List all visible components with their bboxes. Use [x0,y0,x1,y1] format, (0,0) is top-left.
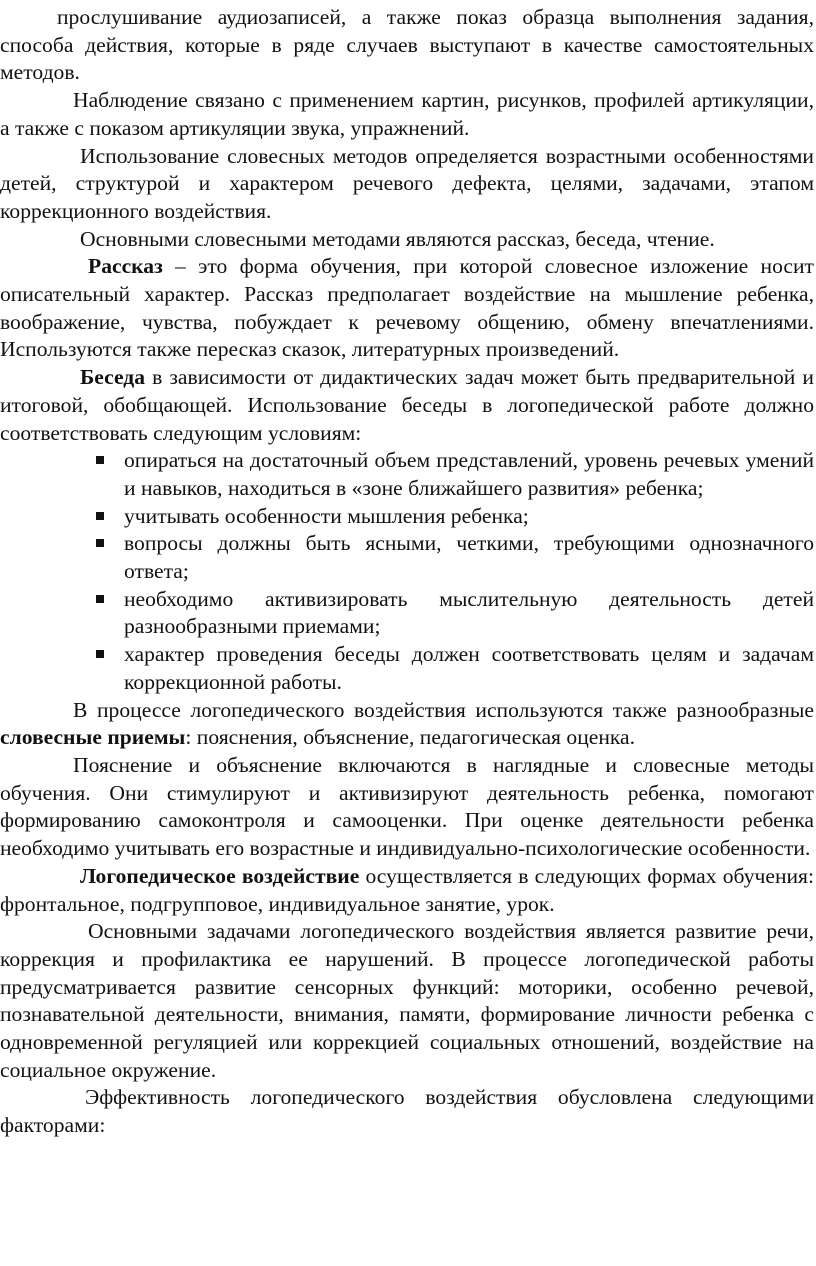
square-bullet-icon [96,512,104,520]
paragraph-verbal-techniques [0,697,814,752]
paragraph-continuation: прослушивание аудиозаписей, а также показ образца выполнения задания, способа действия, которые в ряде случаев выступают в качестве самостоятельных методов. [0,5,814,85]
verbal-techniques-intro: В процессе логопедического воздействия используются также разнообразные [73,697,814,722]
term-speech-therapy: Логопедическое воздействие [80,863,360,888]
verbal-techniques-list: : пояснения, объяснение, педагогическая оценка. [185,725,636,750]
conditions-list [0,447,814,696]
paragraph-main-tasks: Основными задачами логопедического воздействия является развитие речи, коррекция и профилактика ее нарушений. В процессе логопедической работы предусматривается развитие сенсорных функций: моторики, особенно речевой, познавательной деятельности, внимания, памяти, формирование личности ребенка с одновременной регуляцией или коррекцией социальных отношений, воздействие на социальное окружение. [0,919,814,1082]
paragraph-explanation: Пояснение и объяснение включаются в наглядные и словесные методы обучения. Они стимулируют и активизируют деятельность ребенка, помогают формированию самоконтроля и самооценки. При оценке деятельности ребенка необходимо учитывать его возрастные и индивидуально-психологические особенности. [0,752,814,861]
square-bullet-icon [96,456,104,464]
list-item-text: опираться на достаточный объем представлений, уровень речевых умений и навыков, находиться в «зоне ближайшего развития» ребенка; [124,448,814,500]
list-item-text: характер проведения беседы должен соответствовать целям и задачам коррекционной работы. [124,642,814,694]
list-item-text: вопросы должны быть ясными, четкими, требующими однозначного ответа; [124,531,814,584]
story-definition: – это форма обучения, при которой словесное изложение носит описательный характер. Рассказ предполагает воздействие на мышление ребенка, воображение, чувства, побуждает к речевому общению, обмену впечатлениями. Используются также пересказ сказок, литературных произведений. [0,254,814,362]
conversation-definition: в зависимости от дидактических задач может быть предварительной и итоговой, обобщающей. Использование беседы в логопедической работе должно соответствовать следующим условиям: [0,365,814,445]
term-conversation: Беседа [80,365,145,390]
term-verbal-techniques: словесные приемы [0,725,186,750]
paragraph-conversation [0,364,814,447]
speech-therapy-forms: осуществляется в следующих формах обучения: фронтальное, подгрупповое, индивидуальное занятие, урок. [0,863,814,916]
paragraph-speech-therapy [0,863,814,918]
list-item [124,586,814,641]
list-item [124,530,814,585]
list-item [124,447,814,502]
square-bullet-icon [96,539,104,547]
paragraph-observation: Наблюдение связано с применением картин, рисунков, профилей артикуляции, а также с показом артикуляции звука, упражнений. [0,88,814,140]
list-item-text: необходимо активизировать мыслительную деятельность детей разнообразными приемами; [124,586,814,639]
paragraph-story [0,253,814,364]
term-story: Рассказ [88,254,163,279]
paragraph-main-verbal-methods: Основными словесными методами являются рассказ, беседа, чтение. [80,226,715,251]
square-bullet-icon [96,650,104,658]
paragraph-verbal-methods: Использование словесных методов определяется возрастными особенностями детей, структурой и характером речевого дефекта, целями, задачами, этапом коррекционного воздействия. [0,143,814,223]
list-item-text: учитывать особенности мышления ребенка; [124,503,529,528]
list-item [124,503,814,531]
paragraph-effectiveness: Эффективность логопедического воздействия обусловлена следующими факторами: [0,1085,814,1138]
square-bullet-icon [96,595,104,603]
list-item [124,641,814,696]
